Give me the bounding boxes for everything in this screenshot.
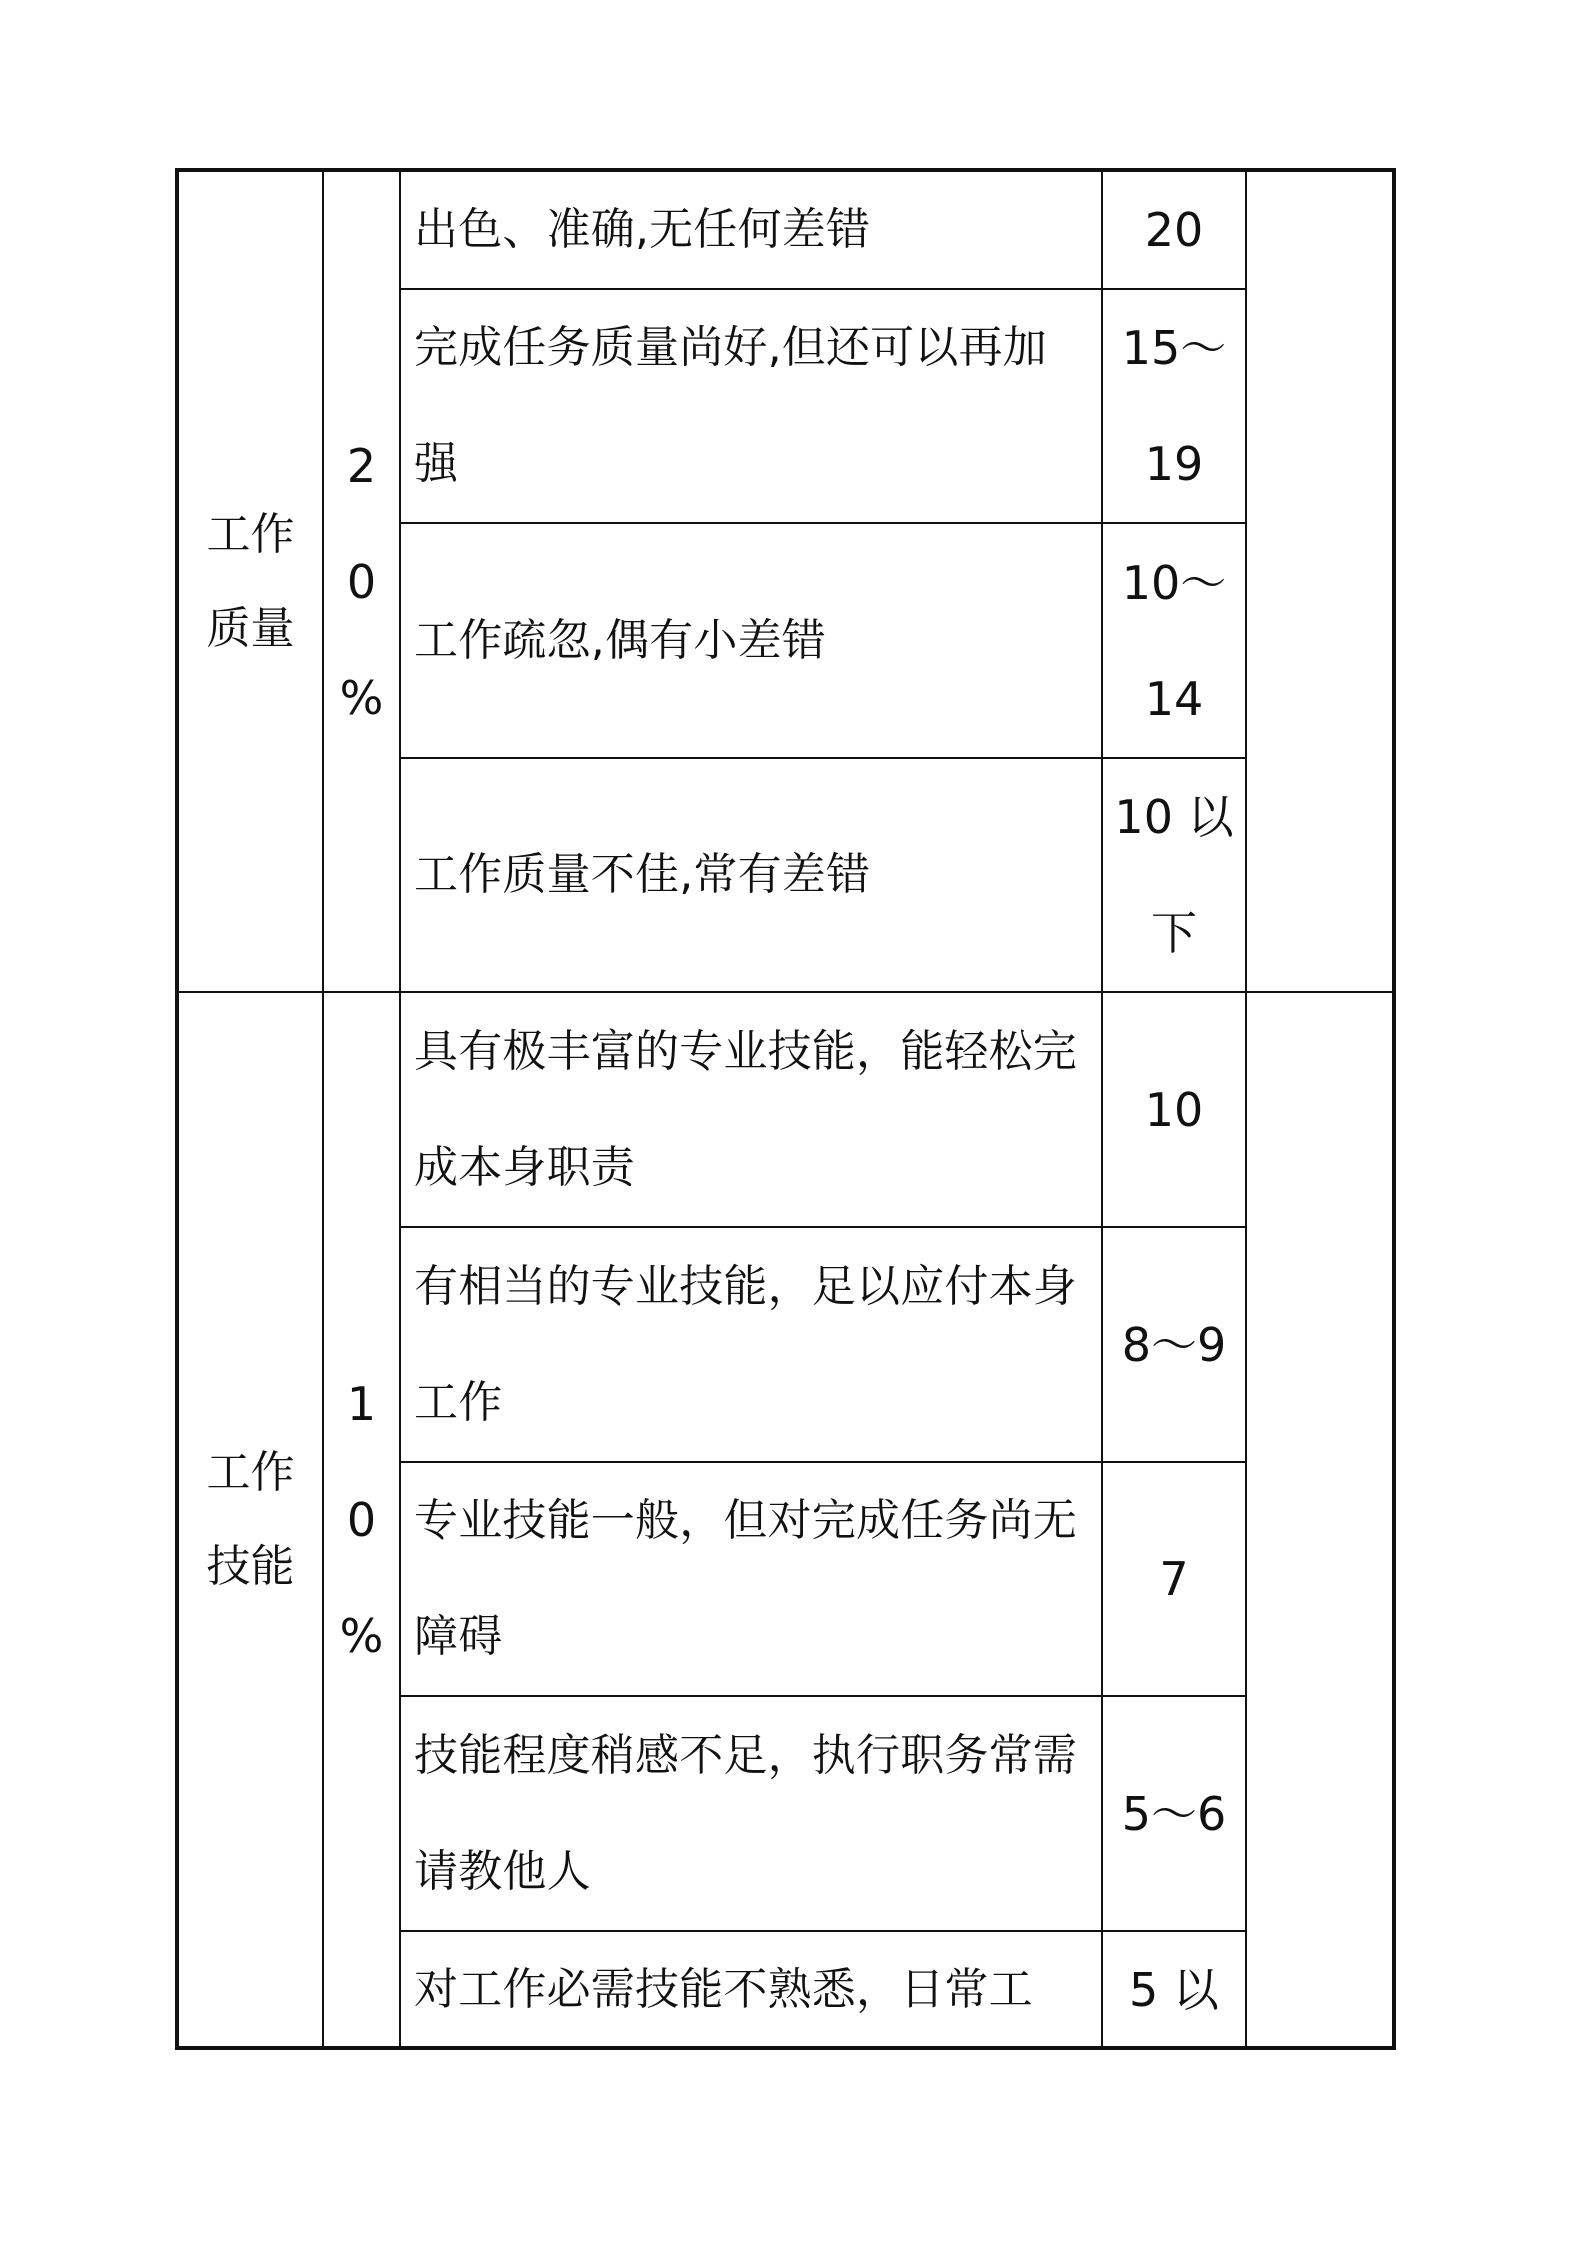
- score-value: 8～9: [1121, 1317, 1227, 1372]
- score-cell: [1102, 758, 1246, 992]
- rating-cell-work-skill: [1246, 992, 1392, 2048]
- score-cell: [1102, 1227, 1246, 1462]
- score-cell: [1102, 523, 1246, 758]
- score-value: 5 以: [1129, 1963, 1219, 2017]
- score-value: 10 以: [1114, 790, 1234, 844]
- score-cell: [1102, 289, 1246, 523]
- table-row: [179, 992, 1392, 1227]
- criterion-description: 具有极丰富的专业技能，能轻松完成本身职责: [400, 992, 1102, 1227]
- weight-char: 0: [346, 554, 377, 609]
- criterion-description: 技能程度稍感不足，执行职务常需请教他人: [400, 1696, 1102, 1931]
- criterion-description: 有相当的专业技能，足以应付本身工作: [400, 1227, 1102, 1462]
- weight-char: %: [339, 1609, 384, 1663]
- criterion-description: 完成任务质量尚好,但还可以再加强: [400, 289, 1102, 523]
- category-label: 工作: [206, 1447, 295, 1498]
- weight-char: 0: [346, 1493, 377, 1547]
- score-cell: [1102, 172, 1246, 289]
- score-value: 14: [1144, 671, 1204, 726]
- score-value: 下: [1151, 906, 1197, 960]
- rating-cell-work-quality: [1246, 172, 1392, 992]
- weight-cell-work-quality: [323, 172, 400, 992]
- score-cell: [1102, 1462, 1246, 1696]
- category-label: 技能: [206, 1541, 295, 1592]
- category-cell-work-quality: [179, 172, 323, 992]
- criterion-description: 工作疏忽,偶有小差错: [400, 523, 1102, 758]
- score-value: 10～: [1121, 555, 1227, 610]
- score-cell: [1102, 1931, 1246, 2048]
- score-cell: [1102, 992, 1246, 1227]
- evaluation-table: [179, 172, 1392, 2049]
- criterion-description: 工作质量不佳,常有差错: [400, 758, 1102, 992]
- table-row: [179, 172, 1392, 289]
- criterion-description: 出色、准确,无任何差错: [400, 172, 1102, 289]
- category-label: 质量: [206, 602, 295, 654]
- weight-char: 2: [346, 438, 377, 493]
- score-value: 7: [1159, 1552, 1189, 1606]
- weight-cell-work-skill: [323, 992, 400, 2048]
- evaluation-table-frame: [175, 168, 1396, 2050]
- score-value: 20: [1144, 203, 1204, 257]
- score-value: 5～6: [1121, 1786, 1227, 1841]
- weight-char: %: [339, 670, 384, 725]
- category-cell-work-skill: [179, 992, 323, 2048]
- score-cell: [1102, 1696, 1246, 1931]
- score-value: 19: [1144, 437, 1204, 491]
- criterion-description: 对工作必需技能不熟悉，日常工: [400, 1931, 1102, 2048]
- category-label: 工作: [206, 508, 295, 560]
- weight-char: 1: [346, 1377, 377, 1431]
- score-value: 10: [1144, 1082, 1204, 1137]
- criterion-description: 专业技能一般，但对完成任务尚无障碍: [400, 1462, 1102, 1696]
- score-value: 15～: [1121, 321, 1227, 375]
